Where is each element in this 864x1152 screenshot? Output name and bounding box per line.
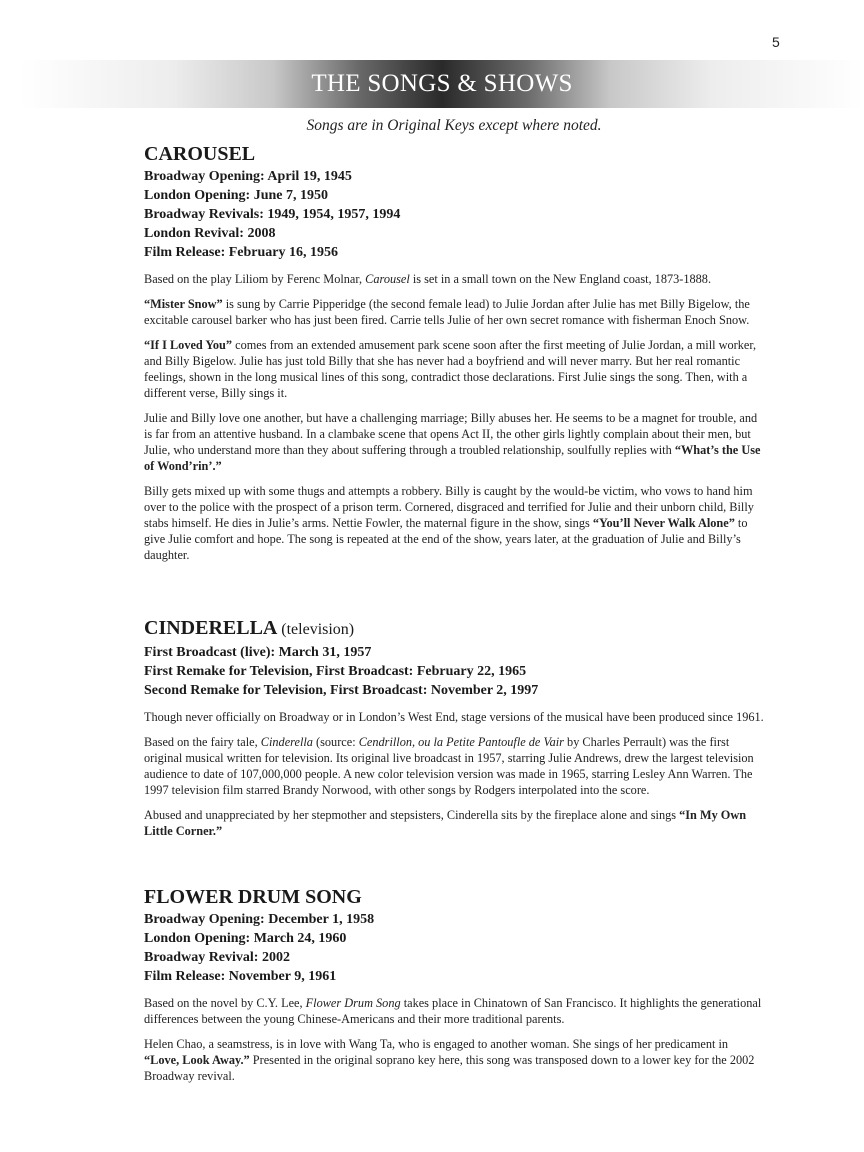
text: is set in a small town on the New England coast, 1873-1888.	[409, 272, 712, 286]
song-title: “Love, Look Away.”	[144, 1053, 250, 1067]
text: by Charles Perrault) was the first original musical written for television. Its original live broadcast in 1957, starring Julie Andrews, drew the largest television audience to date of 107,000,000 people. A new color television version was made in 1965, starring Lesley Ann Warren. The 1997 television film starred Brandy Norwood, with other songs by Rodgers interpolated into the score.	[144, 735, 754, 797]
subtitle-note: Songs are in Original Keys except where noted.	[306, 117, 602, 134]
text: to give Julie comfort and hope. The song is repeated at the end of the show, years later, at the graduation of Julie and Billy’s daughter.	[144, 516, 748, 562]
fact-film-release: Film Release: February 16, 1956	[144, 245, 339, 260]
text: takes place in Chinatown of San Francisco. It highlights the generational differences between the young Chinese-Americans and their more traditional parents.	[144, 996, 762, 1026]
section-carousel	[144, 143, 764, 563]
paragraph	[144, 271, 764, 287]
banner-title: THE SONGS & SHOWS	[311, 70, 573, 97]
section-flower-drum-song	[144, 886, 764, 1084]
fact-first-remake: First Remake for Television, First Broadcast: February 22, 1965	[144, 664, 527, 679]
paragraph	[144, 483, 764, 563]
song-title: “If I Loved You”	[144, 338, 233, 352]
fact-broadway-revival: Broadway Revival: 2002	[144, 950, 290, 965]
paragraph	[144, 807, 764, 839]
fact-london-revival: London Revival: 2008	[144, 226, 276, 241]
show-title-text: FLOWER DRUM SONG	[144, 886, 362, 908]
fact-film-release: Film Release: November 9, 1961	[144, 969, 337, 984]
show-title-cinderella	[144, 617, 764, 641]
facts-carousel	[144, 167, 764, 262]
song-title: “What’s the Use of Wond’rin’.”	[144, 443, 761, 473]
text: comes from an extended amusement park scene soon after the first meeting of Julie Jordan, a mill worker, and Billy Bigelow. Julie has just told Billy that she has never had a boyfriend and will never marry. But her real romantic feelings, shown in the long musical lines of this song, contradict those declarations. First Julie sings the song. Then, with a different verse, Billy sings it.	[144, 338, 757, 400]
text: Based on the play Liliom by Ferenc Molnar,	[144, 272, 366, 286]
text: Based on the novel by C.Y. Lee,	[144, 996, 306, 1010]
fact-london-opening: London Opening: March 24, 1960	[144, 931, 347, 946]
song-title: “Mister Snow”	[144, 297, 223, 311]
fact-second-remake: Second Remake for Television, First Broadcast: November 2, 1997	[144, 683, 539, 698]
text: Billy gets mixed up with some thugs and attempts a robbery. Billy is caught by the would-be victim, who vows to hand him over to the police with the prospect of a prison term. Cornered, disgraced and terrified for Julie and their unborn child, Billy stabs himself. He dies in Julie’s arms. Nettie Fowler, the maternal figure in the show, sings	[144, 484, 754, 530]
italic-title: Cendrillon, ou la Petite Pantoufle de Vair	[358, 735, 564, 749]
text: (source:	[312, 735, 359, 749]
facts-flower-drum-song	[144, 910, 764, 986]
paragraph	[144, 337, 764, 401]
text: Helen Chao, a seamstress, is in love with Wang Ta, who is engaged to another woman. She sings of her predicament in	[144, 1037, 729, 1051]
italic-title: Flower Drum Song	[305, 996, 401, 1010]
song-title: “You’ll Never Walk Alone”	[592, 516, 735, 530]
fact-broadway-opening: Broadway Opening: April 19, 1945	[144, 169, 352, 184]
paragraph: Though never officially on Broadway or in London’s West End, stage versions of the musical have been produced since 1961.	[144, 710, 764, 724]
show-title-text: CINDERELLA	[144, 617, 277, 639]
paragraph	[144, 734, 764, 798]
song-title: “In My Own Little Corner.”	[144, 808, 747, 838]
section-cinderella	[144, 617, 764, 839]
fact-broadway-revivals: Broadway Revivals: 1949, 1954, 1957, 1994	[144, 207, 401, 222]
fact-first-broadcast: First Broadcast (live): March 31, 1957	[144, 645, 372, 660]
fact-london-opening: London Opening: June 7, 1950	[144, 188, 328, 203]
show-title-carousel	[144, 143, 764, 165]
text: Abused and unappreciated by her stepmother and stepsisters, Cinderella sits by the fireplace alone and sings	[144, 808, 680, 822]
text: is sung by Carrie Pipperidge (the second female lead) to Julie Jordan after Julie has met Billy Bigelow, the excitable carousel barker who has just been fired. Carrie tells Julie of her own secret romance with fisherman Enoch Snow.	[144, 297, 750, 327]
fact-broadway-opening: Broadway Opening: December 1, 1958	[144, 912, 375, 927]
facts-cinderella	[144, 643, 764, 700]
paragraph	[144, 410, 764, 474]
page-number: 5	[772, 34, 780, 50]
italic-title: Cinderella	[260, 735, 313, 749]
section-banner	[20, 60, 864, 108]
show-title-flower-drum-song	[144, 886, 764, 908]
paragraph	[144, 1036, 764, 1084]
text: Presented in the original soprano key here, this song was transposed down to a lower key for the 2002 Broadway revival.	[144, 1053, 755, 1083]
text: Julie and Billy love one another, but have a challenging marriage; Billy abuses her. He seems to be a magnet for trouble, and is far from an attentive husband. In a clambake scene that opens Act II, the other girls lightly complain about their men, but Julie, who understand more than they about suffering through a troubled relationship, soulfully replies with	[144, 411, 758, 457]
paragraph	[144, 995, 764, 1027]
italic-title: Carousel	[365, 272, 410, 286]
show-title-sub: (television)	[281, 621, 355, 638]
show-title-text: CAROUSEL	[144, 143, 256, 165]
text: Based on the fairy tale,	[144, 735, 261, 749]
paragraph	[144, 296, 764, 328]
